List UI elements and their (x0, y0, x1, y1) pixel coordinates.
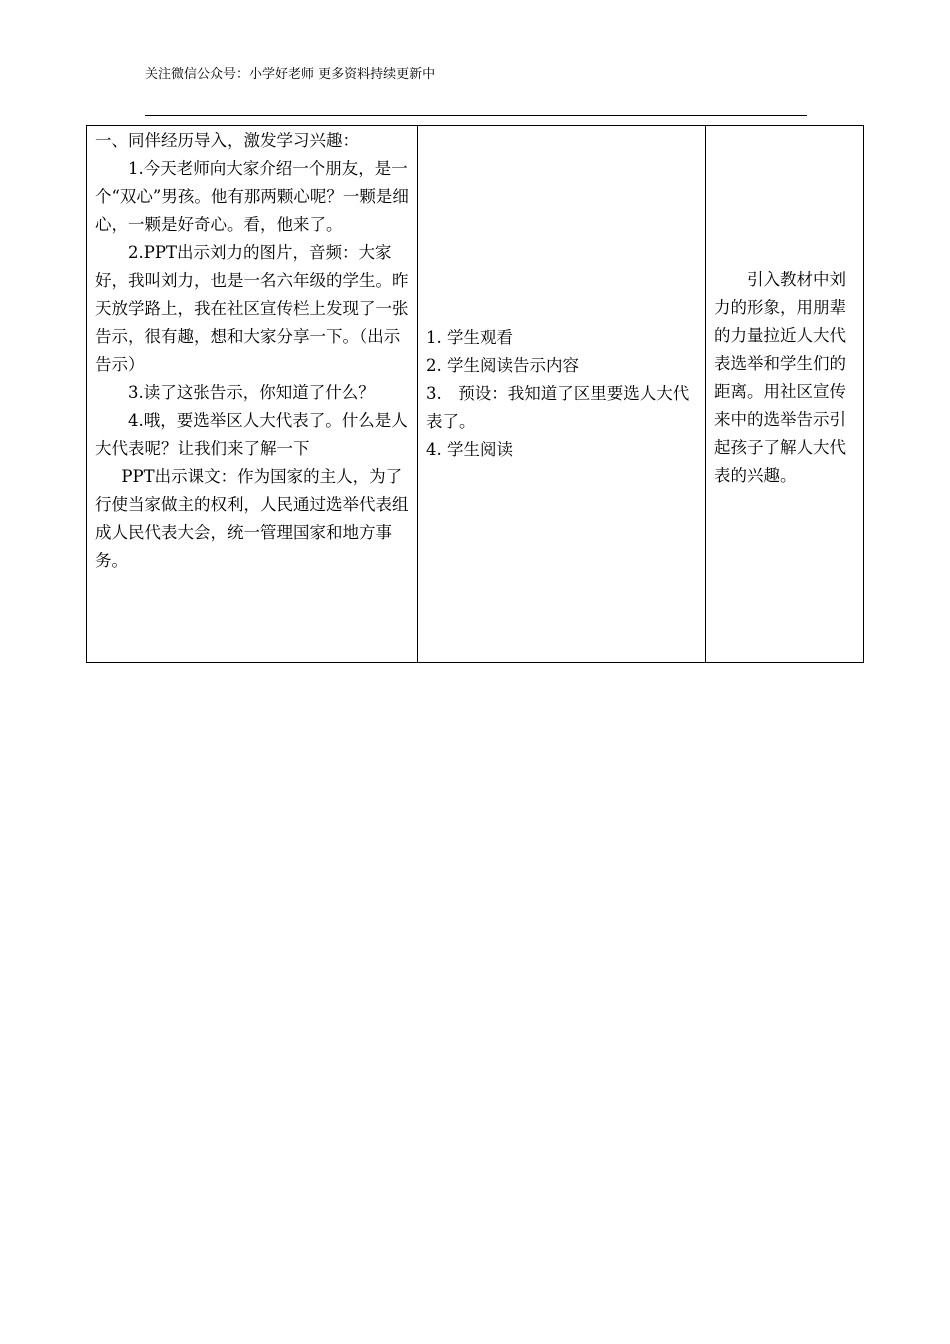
teacher-activity-cell (87, 126, 418, 663)
lesson-plan-table (86, 125, 864, 663)
section-title: 一、同伴经历导入，激发学习兴趣： (95, 131, 359, 150)
teacher-paragraph-3: 3.读了这张告示，你知道了什么？ (128, 383, 375, 402)
teacher-paragraph-5: PPT出示课文：作为国家的主人，为了行使当家做主的权利，人民通过选举代表组成人民代表大会，统一管理国家和地方事务。 (95, 467, 409, 570)
design-intent-cell (706, 126, 864, 663)
teacher-paragraph-1: 1.今天老师向大家介绍一个朋友，是一个“双心”男孩。他有那两颗心呢？一颗是细心，一颗是好奇心。看，他来了。 (95, 159, 409, 234)
student-item-1: 1. 学生观看 (426, 328, 513, 347)
table-row (87, 126, 864, 663)
teacher-paragraph-4: 4.哦，要选举区人大代表了。什么是人大代表呢？让我们来了解一下 (95, 411, 408, 458)
student-item-4: 4. 学生阅读 (426, 440, 513, 459)
page-header: 关注微信公众号：小学好老师 更多资料持续更新中 (145, 67, 436, 82)
student-item-2: 2. 学生阅读告示内容 (426, 356, 579, 375)
teacher-paragraph-2: 2.PPT出示刘力的图片，音频：大家好，我叫刘力，也是一名六年级的学生。昨天放学路上，我在社区宣传栏上发现了一张告示，很有趣，想和大家分享一下。（出示告示） (95, 243, 409, 374)
student-item-3: 3. 预设：我知道了区里要选人大代表了。 (426, 384, 690, 431)
header-divider (145, 115, 807, 116)
design-intent-text: 引入教材中刘力的形象，用朋辈的力量拉近人大代表选举和学生们的距离。用社区宣传来中的选举告示引起孩子了解人大代表的兴趣。 (714, 270, 846, 485)
student-activity-cell (418, 126, 706, 663)
